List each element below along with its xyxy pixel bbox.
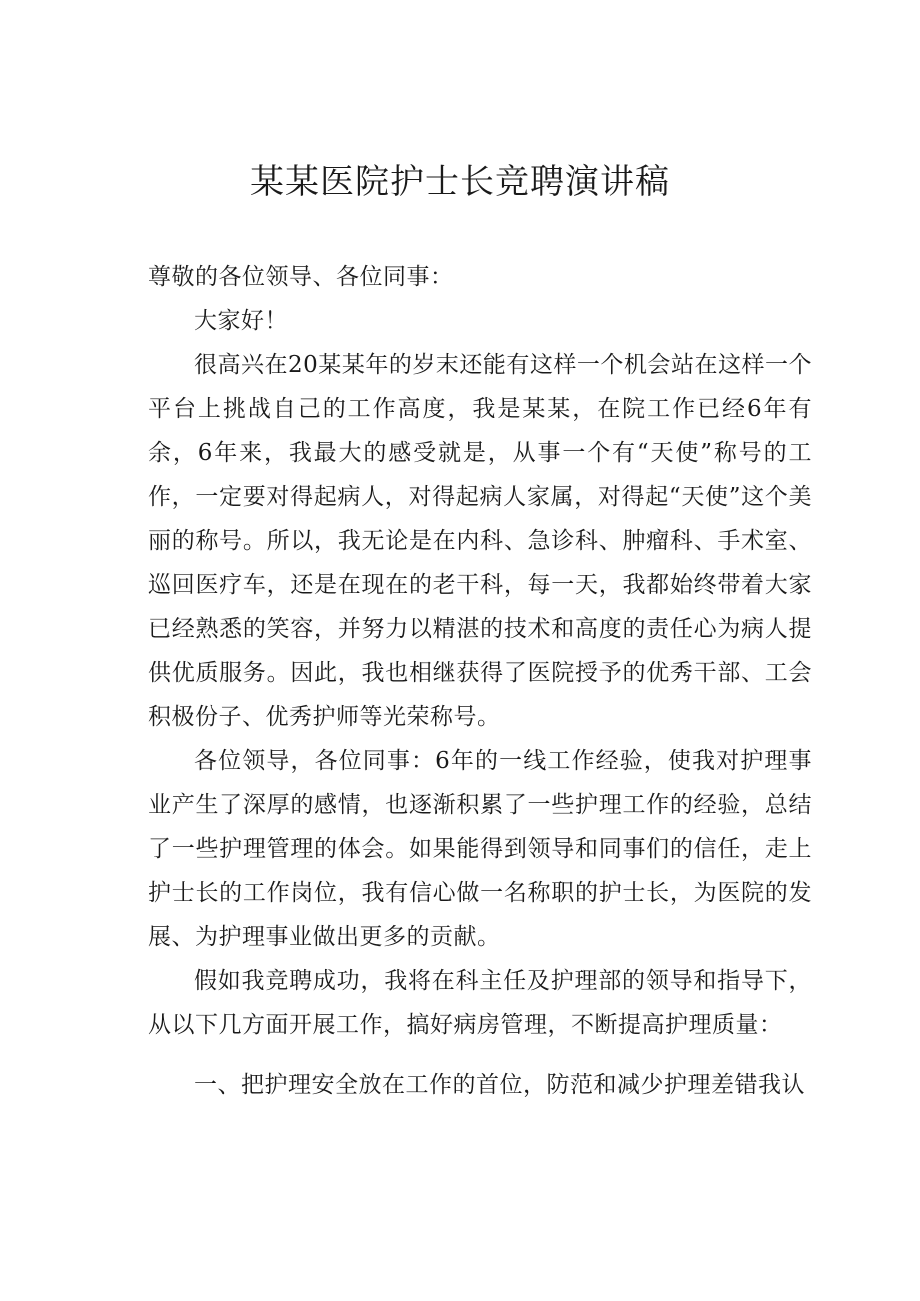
document-body — [148, 255, 812, 1107]
salutation: 尊敬的各位领导、各位同事： — [148, 264, 454, 290]
paragraph-plan: 假如我竞聘成功，我将在科主任及护理部的领导和指导下，从以下几方面开展工作，搞好病房管理，不断提高护理质量： — [148, 968, 812, 1038]
document-title: 某某医院护士长竞聘演讲稿 — [250, 162, 670, 202]
paragraph-experience: 各位领导，各位同事：6年的一线工作经验，使我对护理事业产生了深厚的感情，也逐渐积累了一些护理工作的经验，总结了一些护理管理的体会。如果能得到领导和同事们的信任，走上护士长的工作岗位，我有信心做一名称职的护士长，为医院的发展、为护理事业做出更多的贡献。 — [148, 748, 812, 950]
paragraph-point-one: 一、把护理安全放在工作的首位，防范和减少护理差错我认 — [194, 1072, 805, 1098]
greeting: 大家好！ — [194, 308, 288, 334]
paragraph-intro: 很高兴在20某某年的岁末还能有这样一个机会站在这样一个平台上挑战自己的工作高度，我是某某，在院工作已经6年有余，6年来，我最大的感受就是，从事一个有“天使”称号的工作，一定要对得起病人，对得起病人家属，对得起“天使”这个美丽的称号。所以，我无论是在内科、急诊科、肿瘤科、手术室、巡回医疗车，还是在现在的老干科，每一天，我都始终带着大家已经熟悉的笑容，并努力以精湛的技术和高度的责任心为病人提供优质服务。因此，我也相继获得了医院授予的优秀干部、工会积极份子、优秀护师等光荣称号。 — [148, 352, 812, 730]
